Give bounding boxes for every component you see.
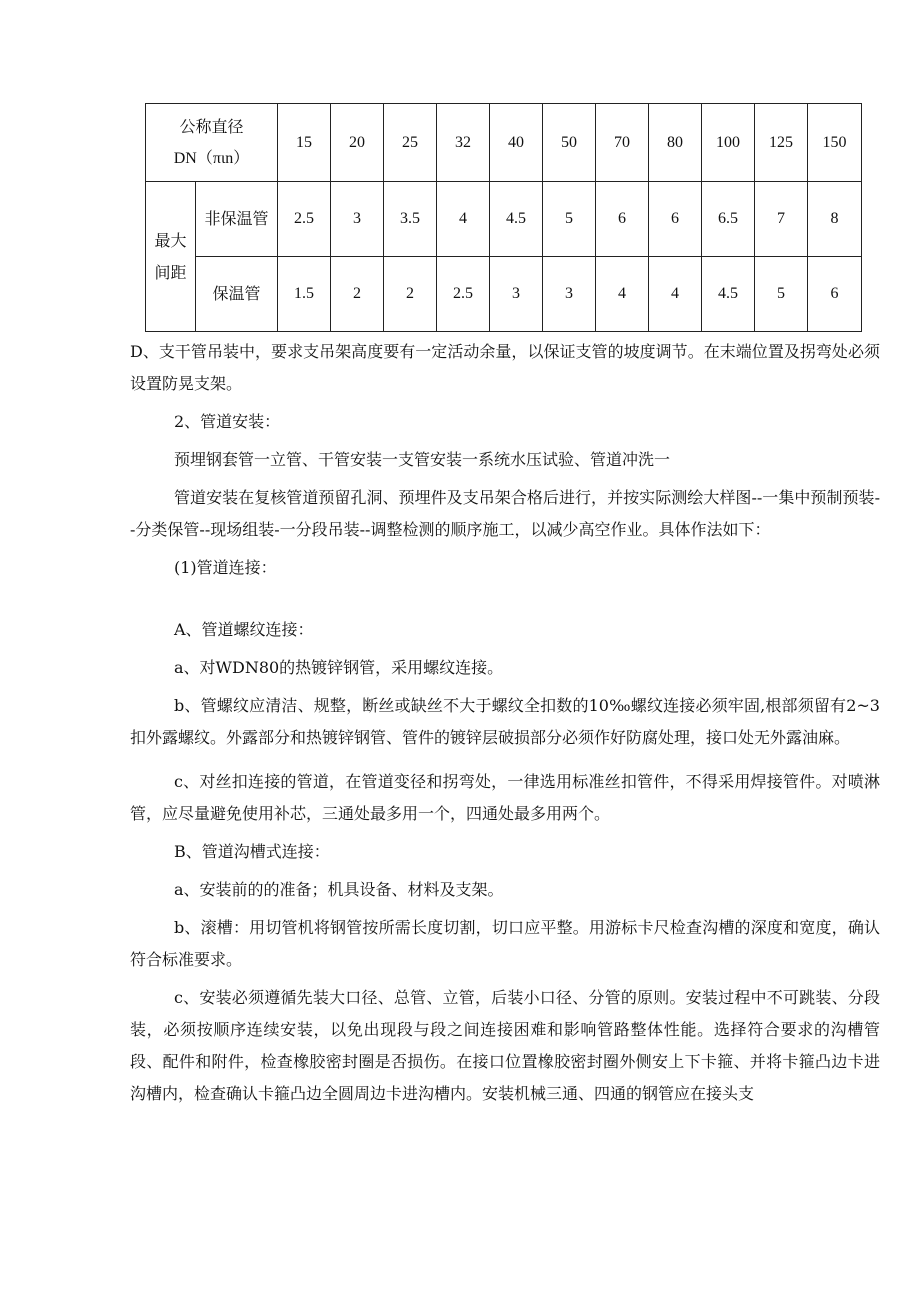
spacing-value-cell: 2.5: [437, 257, 490, 332]
paragraph-pipe-connection: (1)管道连接：: [174, 558, 277, 577]
table-row-uninsulated: [146, 182, 862, 257]
table-row-insulated: [146, 257, 862, 332]
dn-value-cell: 80: [649, 104, 702, 182]
spacing-value-cell: 3: [490, 257, 543, 332]
pipe-support-spacing-table: [145, 103, 862, 332]
paragraph-grooved-a: a、安装前的的准备；机具设备、材料及支架。: [174, 880, 504, 899]
table-header-row: [146, 104, 862, 182]
header-label-line2: DN（πιn）: [173, 149, 250, 167]
paragraph-threaded-heading: A、管道螺纹连接：: [174, 620, 314, 639]
spacing-value-cell: 3: [543, 257, 596, 332]
body-text: [130, 336, 880, 1110]
spacing-value-cell: 6.5: [702, 182, 755, 257]
dn-value-cell: 125: [755, 104, 808, 182]
dn-value-cell: 15: [278, 104, 331, 182]
row-label-uninsulated: 非保温管: [196, 182, 278, 257]
dn-value-cell: 32: [437, 104, 490, 182]
dn-value-cell: 40: [490, 104, 543, 182]
group-label-line1: 最大: [154, 230, 187, 250]
spacing-value-cell: 4: [437, 182, 490, 257]
spacing-value-cell: 2: [331, 257, 384, 332]
dn-value-cell: 150: [808, 104, 862, 182]
spacing-value-cell: 1.5: [278, 257, 331, 332]
paragraph-section-2: 2、管道安装：: [174, 412, 281, 431]
spacing-value-cell: 4.5: [702, 257, 755, 332]
spacing-value-cell: 5: [543, 182, 596, 257]
paragraph-d: D、支干管吊装中，要求支吊架高度要有一定活动余量，以保证支管的坡度调节。在末端位置及拐弯处必须设置防晃支架。: [130, 342, 880, 393]
spacing-value-cell: 6: [649, 182, 702, 257]
paragraph-grooved-c: c、安装必须遵循先装大口径、总管、立管，后装小口径、分管的原则。安装过程中不可跳装、分段装，必须按顺序连续安装，以免出现段与段之间连接困难和影响管路整体性能。选择符合要求的沟槽管段、配件和附件，检查橡胶密封圈是否损伤。在接口位置橡胶密封圈外侧安上下卡箍、并将卡箍凸边卡进沟槽内，检查确认卡箍凸边全圆周边卡进沟槽内。安装机械三通、四通的钢管应在接头支: [130, 988, 880, 1103]
spacing-value-cell: 7: [755, 182, 808, 257]
paragraph-intro: 管道安装在复核管道预留孔洞、预埋件及支吊架合格后进行，并按实际测绘大样图--一集中预制预装--分类保管--现场组装-一分段吊装--调整检测的顺序施工，以减少高空作业。具体作法如下：: [130, 488, 880, 539]
spacing-value-cell: 8: [808, 182, 862, 257]
paragraph-grooved-heading: B、管道沟槽式连接：: [174, 842, 330, 861]
dn-value-cell: 100: [702, 104, 755, 182]
group-label-cell: [146, 182, 196, 332]
group-label-line2: 间距: [154, 262, 187, 282]
dn-value-cell: 20: [331, 104, 384, 182]
spacing-value-cell: 3: [331, 182, 384, 257]
dn-value-cell: 70: [596, 104, 649, 182]
spacing-value-cell: 3.5: [384, 182, 437, 257]
spacing-value-cell: 6: [808, 257, 862, 332]
paragraph-threaded-b: b、管螺纹应清洁、规整，断丝或缺丝不大于螺纹全扣数的10‰螺纹连接必须牢固,根部须留有2~3扣外露螺纹。外露部分和热镀锌钢管、管件的镀锌层破损部分必须作好防腐处理，接口处无外露油麻。: [130, 696, 880, 747]
row-label-insulated: 保温管: [196, 257, 278, 332]
paragraph-threaded-c: c、对丝扣连接的管道，在管道变径和拐弯处，一律选用标准丝扣管件，不得采用焊接管件。对喷淋管，应尽量避免使用补芯，三通处最多用一个，四通处最多用两个。: [130, 772, 880, 823]
header-label-cell: [146, 104, 278, 182]
spacing-value-cell: 6: [596, 182, 649, 257]
header-label-line1: 公称直径: [179, 116, 244, 136]
paragraph-threaded-a: a、对WDN80的热镀锌钢管，采用螺纹连接。: [174, 658, 504, 677]
spacing-value-cell: 4: [596, 257, 649, 332]
dn-value-cell: 50: [543, 104, 596, 182]
paragraph-grooved-b: b、滚槽：用切管机将钢管按所需长度切割，切口应平整。用游标卡尺检查沟槽的深度和宽度，确认符合标准要求。: [130, 918, 880, 969]
spacing-value-cell: 5: [755, 257, 808, 332]
dn-value-cell: 25: [384, 104, 437, 182]
spacing-value-cell: 4: [649, 257, 702, 332]
spacing-value-cell: 2: [384, 257, 437, 332]
spacing-value-cell: 4.5: [490, 182, 543, 257]
paragraph-flow: 预埋钢套管一立管、干管安装一支管安装一系统水压试验、管道冲洗一: [174, 450, 671, 469]
spacing-value-cell: 2.5: [278, 182, 331, 257]
